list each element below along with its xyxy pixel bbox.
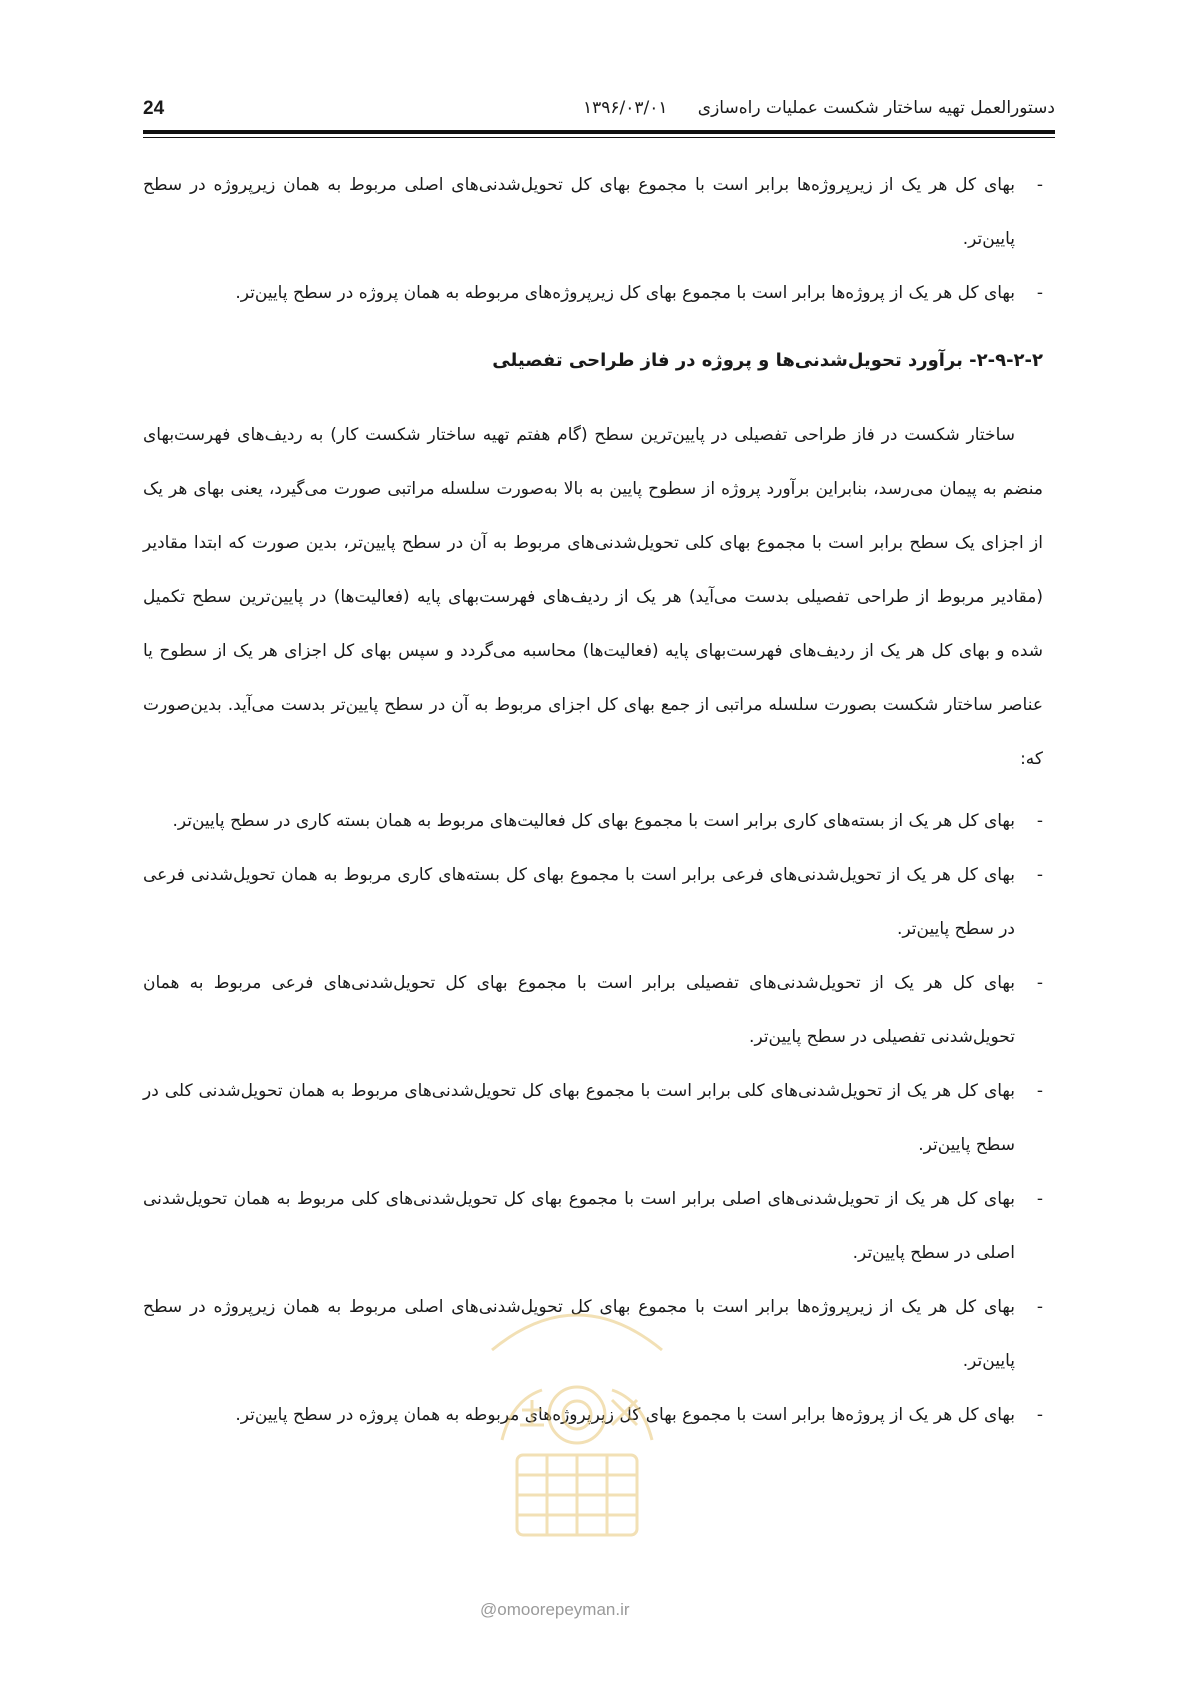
section-heading: ۲-۹-۲-۲- برآورد تحویل‌شدنی‌ها و پروژه در فاز طراحی تفصیلی <box>492 350 1043 371</box>
page-header <box>143 96 1055 128</box>
page-number: 24 <box>143 98 165 119</box>
list-item-text: بهای کل هر یک از بسته‌های کاری برابر است با مجموع بهای کل فعالیت‌های مربوط به همان بسته کاری در سطح پایین‌تر. <box>172 811 1015 831</box>
list-item-text: بهای کل هر یک از تحویل‌شدنی‌های فرعی برابر است با مجموع بهای کل بسته‌های کاری مربوط به همان تحویل‌شدنی فرعی در سطح پایین‌تر. <box>143 865 1015 939</box>
list-item-text: بهای کل هر یک از زیرپروژه‌ها برابر است با مجموع بهای کل تحویل‌شدنی‌های اصلی مربوط به همان زیرپروژه در سطح پایین‌تر. <box>143 175 1015 249</box>
list-item <box>143 1172 1043 1280</box>
list-item-text: بهای کل هر یک از تحویل‌شدنی‌های کلی برابر است با مجموع بهای کل تحویل‌شدنی‌های مربوط به همان تحویل‌شدنی کلی در سطح پایین‌تر. <box>143 1081 1015 1155</box>
list-item-text: بهای کل هر یک از زیرپروژه‌ها برابر است با مجموع بهای کل تحویل‌شدنی‌های اصلی مربوط به همان زیرپروژه در سطح پایین‌تر. <box>143 1297 1015 1371</box>
watermark-seal-logo <box>462 1290 692 1550</box>
seal-left-branch <box>502 1390 542 1440</box>
list-item-text: بهای کل هر یک از پروژه‌ها برابر است با مجموع بهای کل زیرپروژه‌های مربوطه به همان پروژه در سطح پایین‌تر. <box>235 283 1015 303</box>
list-item-text: بهای کل هر یک از تحویل‌شدنی‌های اصلی برابر است با مجموع بهای کل تحویل‌شدنی‌های کلی مربوط به همان تحویل‌شدنی اصلی در سطح پایین‌تر. <box>143 1189 1015 1263</box>
seal-tools <box>612 1400 637 1425</box>
seal-scale <box>520 1400 544 1425</box>
bullet-marker: - <box>1036 1405 1043 1425</box>
bullet-marker: - <box>1036 283 1043 303</box>
bullet-marker: - <box>1036 811 1043 831</box>
header-rule-thick <box>143 130 1055 134</box>
list-item <box>143 266 1043 320</box>
list-item-text: بهای کل هر یک از پروژه‌ها برابر است با مجموع بهای کل زیرپروژه‌های مربوطه به همان پروژه در سطح پایین‌تر. <box>235 1405 1015 1425</box>
seal-arc <box>492 1315 662 1350</box>
bullet-marker: - <box>1036 973 1043 993</box>
header-rule-thin <box>143 137 1055 138</box>
bullet-marker: - <box>1036 175 1043 195</box>
document-body <box>143 158 1043 1442</box>
body-paragraph: ساختار شکست در فاز طراحی تفصیلی در پایین‌ترین سطح (گام هفتم تهیه ساختار شکست کار) به ردیف‌های فهرست‌بهای منضم به پیمان می‌رسد، بنابراین برآورد پروژه از سطوح پایین به بالا به‌صورت سلسله مراتبی صورت می‌گیرد، یعنی بهای هر یک از اجزای یک سطح برابر است با مجموع بهای کلی تحویل‌شدنی‌های مربوط به آن در سطح پایین‌تر، بدین صورت که ابتدا مقادیر (مقادیر مربوط از طراحی تفصیلی بدست می‌آید) هر یک از ردیف‌های فهرست‌بهای پایه (فعالیت‌ها) در پایین‌ترین سطح تکمیل شده و بهای کل هر یک از ردیف‌های فهرست‌بهای پایه (فعالیت‌ها) محاسبه می‌گردد و سپس بهای کل اجزای هر یک از سطوح یا عناصر ساختار شکست بصورت سلسله مراتبی از جمع بهای کل اجزای مربوط به آن در سطح پایین‌تر بدست می‌آید. بدین‌صورت که: <box>143 425 1043 769</box>
bullet-marker: - <box>1036 1297 1043 1317</box>
seal-right-branch <box>612 1390 652 1440</box>
list-item <box>143 1064 1043 1172</box>
list-item <box>143 794 1043 848</box>
seal-gear <box>549 1387 605 1443</box>
watermark-url: @omoorepeyman.ir <box>480 1600 630 1619</box>
list-item <box>143 848 1043 956</box>
bullet-marker: - <box>1036 865 1043 885</box>
list-item <box>143 158 1043 266</box>
list-item <box>143 956 1043 1064</box>
header-title: دستورالعمل تهیه ساختار شکست عملیات راه‌سازی <box>697 98 1055 118</box>
header-date: ۱۳۹۶/۰۳/۰۱ <box>583 98 668 118</box>
bullet-marker: - <box>1036 1081 1043 1101</box>
list-item-text: بهای کل هر یک از تحویل‌شدنی‌های تفصیلی برابر است با مجموع بهای کل تحویل‌شدنی‌های فرعی مربوط به همان تحویل‌شدنی تفصیلی در سطح پایین‌تر. <box>143 973 1015 1047</box>
bullet-marker: - <box>1036 1189 1043 1209</box>
